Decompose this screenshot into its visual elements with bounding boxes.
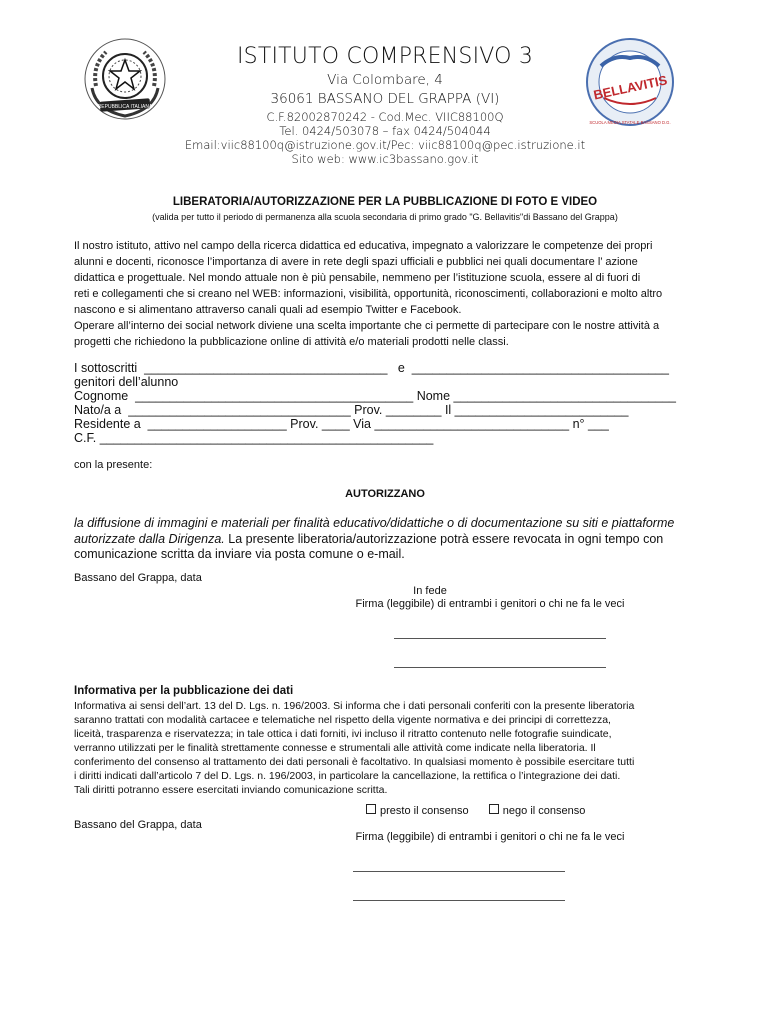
right-logo-ring-text: SCUOLA MEDIA STATALE BASSANO D.G. xyxy=(589,120,671,125)
intro-line: reti e collegamenti che si creano nel WEB: informazioni, visibilità, opportunità, riconoscimenti, collaborazioni e molto altro xyxy=(74,288,663,300)
form-line-cognome-nome[interactable]: Cognome ________________________________________ Nome ________________________________ xyxy=(74,389,676,403)
signature-label-1: Firma (leggibile) di entrambi i genitori o chi ne fa le veci xyxy=(355,598,625,610)
school-website: Sito web: www.ic3bassano.gov.it xyxy=(291,152,479,166)
consent-no-checkbox[interactable] xyxy=(489,804,499,814)
info-title: Informativa per la pubblicazione dei dati xyxy=(74,685,294,697)
signature-label-2: Firma (leggibile) di entrambi i genitori o chi ne fa le veci xyxy=(355,831,625,843)
place-date-1: Bassano del Grappa, data xyxy=(74,572,202,584)
info-line: conferimento del consenso al trattamento dei dati personali è facoltativo. In qualsiasi momento è possibile esercitare tutti xyxy=(74,756,635,768)
info-line: liceità, trasparenza e riservatezza; in tale ottica i dati forniti, ivi incluso il ritratto contenuto nelle fotografie suindicate, xyxy=(74,728,612,740)
school-city: 36061 BASSANO DEL GRAPPA (VI) xyxy=(270,91,500,107)
intro-line: progetti che richiedono la pubblicazione online di attività e/o materiali prodotti nelle classi. xyxy=(74,336,509,348)
signature-line-2a[interactable] xyxy=(353,871,565,872)
consent-yes-checkbox[interactable] xyxy=(366,804,376,814)
form-line-residenza[interactable]: Residente a ____________________ Prov. ____ Via ____________________________ n° ___ xyxy=(74,417,609,431)
consent-no-label: nego il consenso xyxy=(502,805,586,817)
intro-line: alunni e docenti, riconosce l’importanza di avere in rete degli spazi ufficiali e pubblici nei quali documentare l’ azione xyxy=(74,256,638,268)
right-logo-text: BELLAVITIS xyxy=(592,72,669,103)
info-line: verranno utilizzati per le finalità strettamente connesse e strumentali alle attività come indicate nella liberatoria. Il xyxy=(74,742,596,754)
in-fede: In fede xyxy=(413,585,447,597)
document-subtitle: (valida per tutto il periodo di permanenza alla scuola secondaria di primo grado "G. Bellavitis"di Bassano del Grappa) xyxy=(152,212,618,222)
consent-options xyxy=(366,804,585,817)
con-la-presente: con la presente: xyxy=(74,459,153,471)
intro-line: Il nostro istituto, attivo nel campo della ricerca didattica ed educativa, impegnato a valorizzare le competenze dei propri xyxy=(74,240,653,252)
intro-line: didattica e progettuale. Nel mondo attuale non è più pensabile, nemmeno per l’istituzione scuola, essere al di fuori di xyxy=(74,272,641,284)
consent-yes-label: presto il consenso xyxy=(380,805,469,817)
authorization-text xyxy=(74,516,702,563)
intro-line: Operare all’interno dei social network diviene una scelta importante che ci permette di partecipare con le nostre attività a xyxy=(74,320,660,332)
info-line: Tali diritti potranno essere esercitati inviando comunicazione scritta. xyxy=(74,784,388,796)
form-line-nascita[interactable]: Nato/a a ________________________________ Prov. ________ Il _________________________ xyxy=(74,403,629,417)
form-line-codice-fiscale[interactable]: C.F. ________________________________________________ xyxy=(74,431,434,445)
signature-line-1b[interactable] xyxy=(394,667,606,668)
document-title: LIBERATORIA/AUTORIZZAZIONE PER LA PUBBLICAZIONE DI FOTO E VIDEO xyxy=(172,196,598,208)
info-line: saranno trattati con modalità cartacee e telematiche nel rispetto della vigente normativa e dei principi di correttezza, xyxy=(74,714,611,726)
intro-line: nascono e si alimentano attraverso canali quali ad esempio Twitter e Facebook. xyxy=(74,304,462,316)
auth-rest-line-1: La presente liberatoria/autorizzazione potrà essere revocata in ogni tempo con xyxy=(224,531,664,546)
auth-italic-line-1: la diffusione di immagini e materiali per finalità educativo/didattiche o di documentazione su siti e piattaforme xyxy=(74,516,675,530)
intro-paragraph xyxy=(74,238,700,350)
signature-line-2b[interactable] xyxy=(353,900,565,901)
school-codes: C.F.82002870242 - Cod.Mec. VIIC88100Q xyxy=(266,110,504,124)
info-line: Informativa ai sensi dell’art. 13 del D. Lgs. n. 196/2003. Si informa che i dati personali conferiti con la presente liberatoria xyxy=(74,700,635,712)
form-line-genitori: genitori dell’alunno xyxy=(74,375,179,389)
auth-rest-line-2: comunicazione scritta da inviare via posta comune o e-mail. xyxy=(74,547,405,561)
info-line: i diritti indicati dall’articolo 7 del D. Lgs. n. 196/2003, in particolare la cancellazione, la rettifica o l’integrazione dei dati. xyxy=(74,770,621,782)
place-date-2: Bassano del Grappa, data xyxy=(74,819,202,831)
school-email: Email:viic88100q@istruzione.gov.it/Pec: viic88100q@pec.istruzione.it xyxy=(184,138,586,152)
school-phone: Tel. 0424/503078 – fax 0424/504044 xyxy=(279,124,491,138)
signature-line-1a[interactable] xyxy=(394,638,606,639)
school-name: ISTITUTO COMPRENSIVO 3 xyxy=(236,44,534,69)
form-line-sottoscritti[interactable]: I sottoscritti ___________________________________ e _____________________________________ xyxy=(74,361,670,375)
autorizzano-heading: AUTORIZZANO xyxy=(345,488,425,500)
info-paragraph xyxy=(74,699,700,797)
school-address: Via Colombare, 4 xyxy=(327,72,443,88)
left-logo-text: REPUBBLICA ITALIANA xyxy=(97,104,153,110)
auth-italic-line-2: autorizzate dalla Dirigenza. xyxy=(74,531,225,546)
